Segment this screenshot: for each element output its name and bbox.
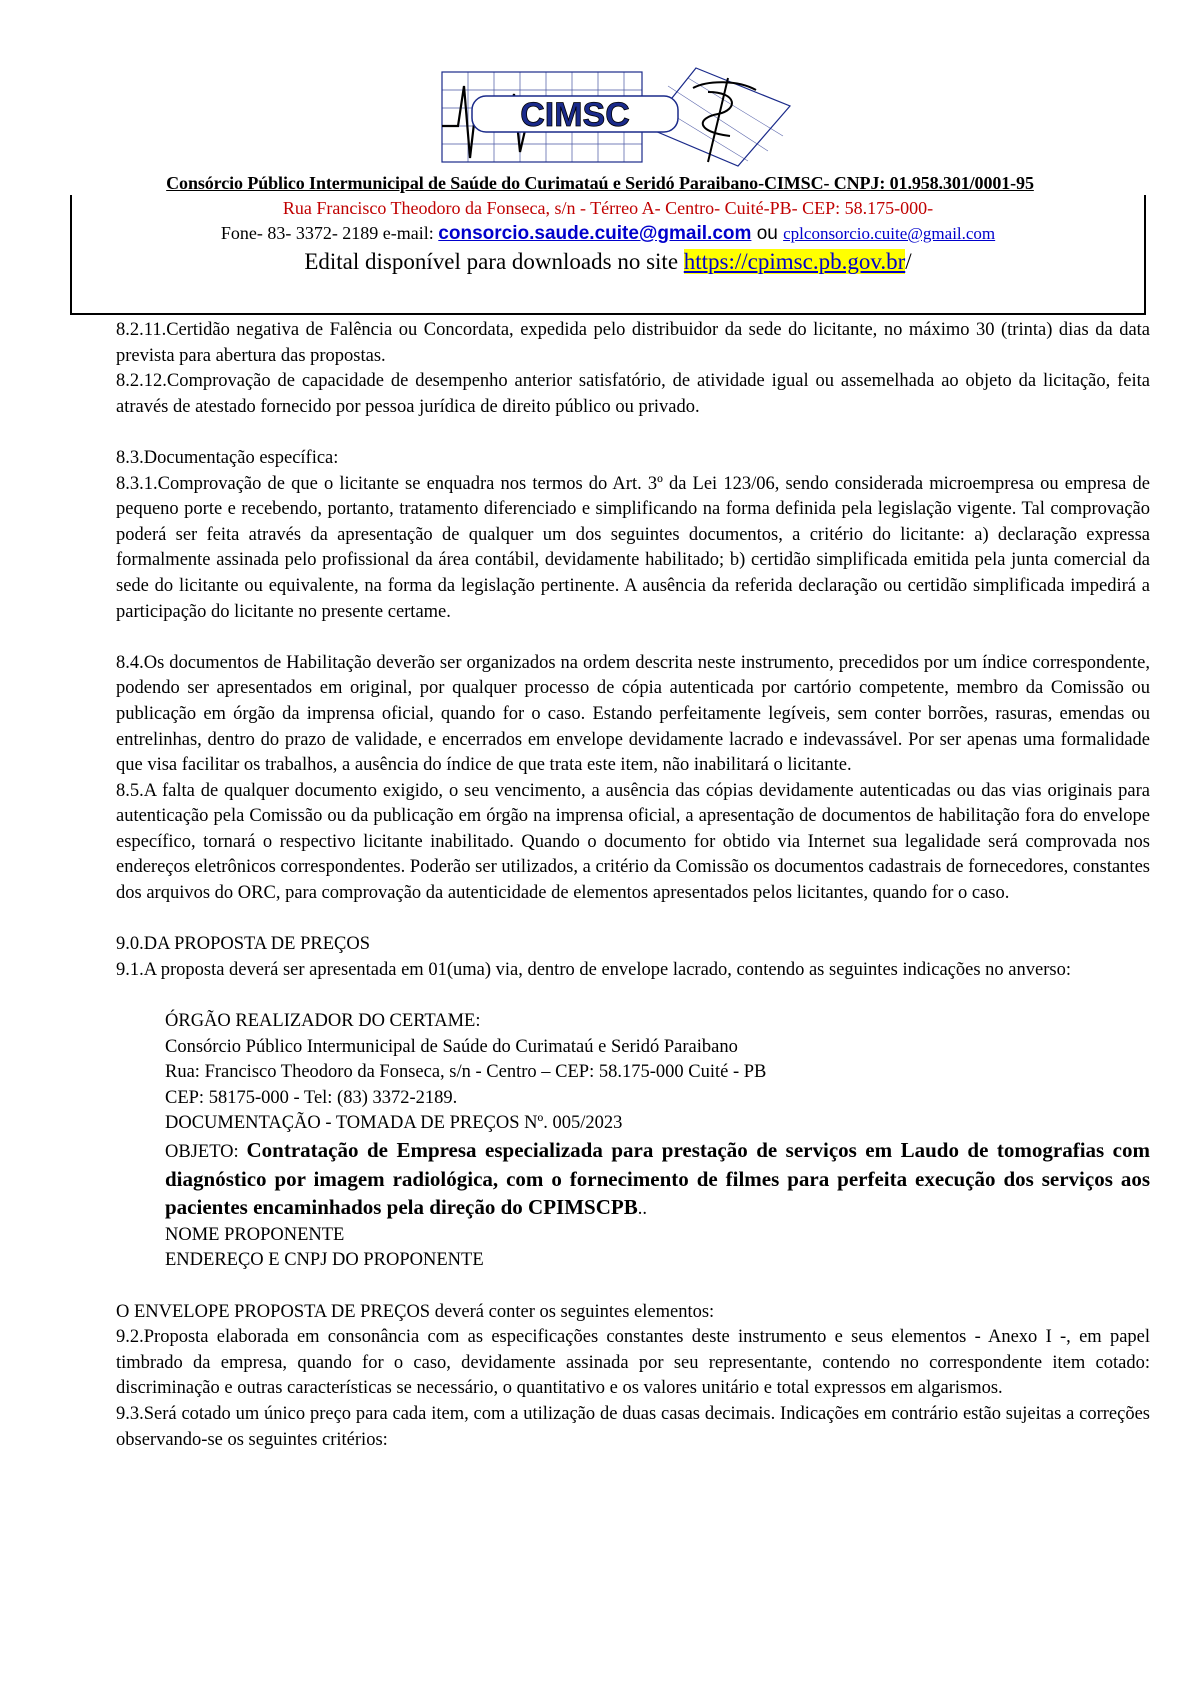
- paragraph-8-5: 8.5.A falta de qualquer documento exigido, o seu vencimento, a ausência das cópias devidamente autenticadas ou das vias originais para autenticação pela Comissão ou da publicação em órgão na imprensa oficial, a apresentação de documentos de habilitação fora do envelope específico, tornará o respectivo licitante inabilitado. Quando o documento for obtido via Internet sua legalidade será comprovada nos endereços eletrônicos correspondentes. Poderão ser utilizados, a critério da Comissão os documentos cadastrais de fornecedores, constantes dos arquivos do ORC, para comprovação da autenticidade de elementos apresentados pelos licitantes, quando for o caso.: [116, 780, 1150, 904]
- section-9-heading: 9.0.DA PROPOSTA DE PREÇOS: [116, 934, 370, 955]
- paragraph-9-1: 9.1.A proposta deverá ser apresentada em 01(uma) via, dentro de envelope lacrado, contendo as seguintes indicações no anverso:: [116, 959, 1071, 980]
- cimsc-logo: [438, 66, 794, 170]
- paragraph-8-3-1: 8.3.1.Comprovação de que o licitante se enquadra nos termos do Art. 3º da Lei 123/06, sendo considerada microempresa ou empresa de pequeno porte e recebendo, portanto, tratamento diferenciado e simplificando na forma definida pela legislação vigente. Tal comprovação poderá ser feita através da apresentação de qualquer um dos seguintes documentos, a critério do licitante: a) declaração expressa formalmente assinada pelo profissional da área contábil, devidamente habilitado; b) certidão simplificada emitida pela junta comercial da sede do licitante ou equivalente, na forma da legislação pertinente. A ausência da referida declaração ou certidão simplificada impedirá a participação do licitante no presente certame.: [116, 473, 1150, 622]
- envelope-block: [116, 1009, 1150, 1274]
- email-primary-link[interactable]: consorcio.saude.cuite@gmail.com: [438, 223, 752, 244]
- envelope-line-8: ENDEREÇO E CNPJ DO PROPONENTE: [165, 1250, 484, 1271]
- envelope-line-7: NOME PROPONENTE: [165, 1224, 345, 1245]
- paragraph-9-2: 9.2.Proposta elaborada em consonância com as especificações constantes deste instrumento e seus elementos - Anexo I -, em papel timbrado da empresa, quando for o caso, devidamente assinada por seu representante, contendo no correspondente item cotado: discriminação e outras características se necessário, o quantitativo e os valores unitário e total expressos em algarismos.: [116, 1327, 1150, 1399]
- envelope-line-3: Rua: Francisco Theodoro da Fonseca, s/n - Centro – CEP: 58.175-000 Cuité - PB: [165, 1062, 767, 1083]
- header-address: Rua Francisco Theodoro da Fonseca, s/n - Térreo A- Centro- Cuité-PB- CEP: 58.175-000-: [282, 198, 934, 218]
- objeto-text: Contratação de Empresa especializada para prestação de serviços em Laudo de tomografias com diagnóstico por imagem radiológica, com o fornecimento de filmes para perfeita execução dos serviços aos pacientes encaminhados pela direção do CPIMSCPB: [165, 1138, 1150, 1220]
- header-box: [70, 195, 1146, 315]
- objeto-end: ..: [637, 1199, 647, 1220]
- paragraph-8-2-11: 8.2.11.Certidão negativa de Falência ou Concordata, expedida pelo distribuidor da sede do licitante, no máximo 30 (trinta) dias da data prevista para abertura das propostas.: [116, 320, 1150, 366]
- header-contact: [72, 223, 1144, 245]
- envelope-line-2: Consórcio Público Intermunicipal de Saúde do Curimataú e Seridó Paraibano: [165, 1036, 738, 1057]
- paragraph-8-4: 8.4.Os documentos de Habilitação deverão ser organizados na ordem descrita neste instrumento, precedidos por um índice correspondente, podendo ser apresentados em original, por qualquer processo de cópia autenticada por cartório competente, membro da Comissão ou publicação em órgão da imprensa oficial, quando for o caso. Estando perfeitamente legíveis, sem conter borrões, rasuras, emendas ou entrelinhas, dentro do prazo de validade, e encerrados em envelope devidamente lacrado e indevassável. Por ser apenas uma formalidade que visa facilitar os trabalhos, a ausência do índice de que trata este item, não inabilitará o licitante.: [116, 652, 1150, 776]
- envelope-objeto: [165, 1137, 1150, 1223]
- phone-label: Fone- 83- 3372- 2189 e-mail:: [220, 223, 439, 243]
- paragraph-9-3: 9.3.Será cotado um único preço para cada item, com a utilização de duas casas decimais. Indicações em contrário estão sujeitas a correções observando-se os seguintes critérios:: [116, 1403, 1150, 1450]
- logo-text: CIMSC: [520, 96, 630, 134]
- objeto-label: OBJETO:: [165, 1142, 247, 1162]
- edital-line: [72, 249, 1144, 275]
- email-secondary-link[interactable]: cplconsorcio.cuite@gmail.com: [783, 224, 996, 243]
- edital-site-link[interactable]: https://cpimsc.pb.gov.br: [683, 249, 906, 274]
- edital-suffix: /: [905, 249, 912, 274]
- document-body: [116, 318, 1150, 1453]
- envelope-line-1: ÓRGÃO REALIZADOR DO CERTAME:: [165, 1011, 481, 1032]
- edital-prefix: Edital disponível para downloads no site: [304, 249, 684, 274]
- paragraph-8-2-12: 8.2.12.Comprovação de capacidade de desempenho anterior satisfatório, de atividade igual ou assemelhada ao objeto da licitação, feita através de atestado fornecido por pessoa jurídica de direito público ou privado.: [116, 371, 1150, 417]
- consortium-title: Consórcio Público Intermunicipal de Saúde do Curimataú e Seridó Paraibano-CIMSC- CNPJ: 01.958.301/0001-95: [166, 173, 1034, 193]
- envelope-intro: O ENVELOPE PROPOSTA DE PREÇOS deverá conter os seguintes elementos:: [116, 1301, 715, 1322]
- paragraph-8-3: 8.3.Documentação específica:: [116, 447, 339, 468]
- email-separator: ou: [751, 223, 784, 244]
- envelope-line-5: DOCUMENTAÇÃO - TOMADA DE PREÇOS Nº. 005/2023: [165, 1113, 623, 1134]
- envelope-line-4: CEP: 58175-000 - Tel: (83) 3372-2189.: [165, 1087, 458, 1108]
